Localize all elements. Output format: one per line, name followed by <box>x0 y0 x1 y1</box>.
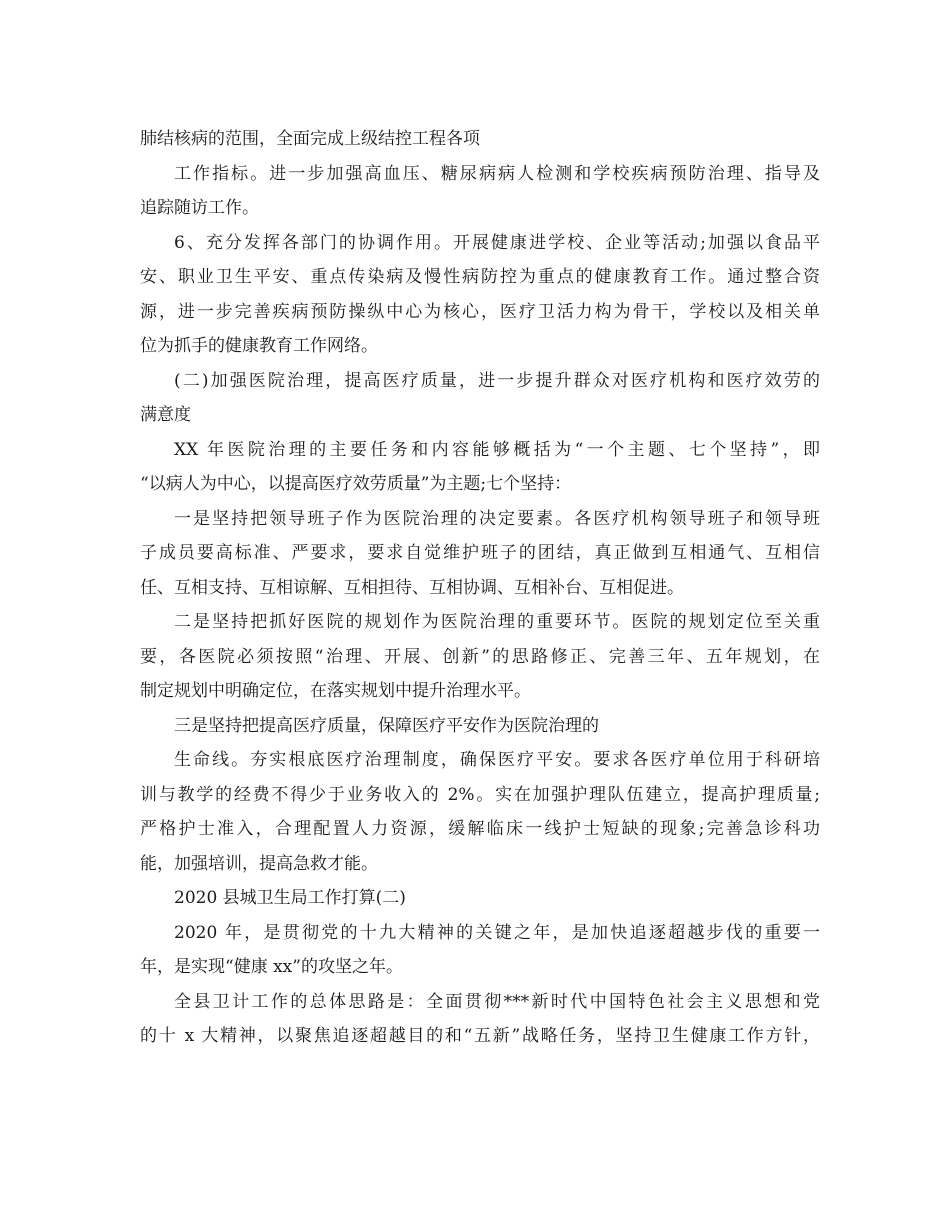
text-line: XX 年医院治理的主要任务和内容能够概括为“一个主题、七个坚持”，即 <box>174 439 820 460</box>
text-line: 要，各医院必须按照“治理、开展、创新”的思路修正、完善三年、五年规划，在 <box>140 646 820 667</box>
text-line: 一是坚持把领导班子作为医院治理的决定要素。各医疗机构领导班子和领导班 <box>174 508 820 529</box>
text-line: 三是坚持把提高医疗质量，保障医疗平安作为医院治理的 <box>174 715 599 736</box>
section-heading: 2020 县城卫生局工作打算(二) <box>174 888 406 908</box>
text-line: 追踪随访工作。 <box>140 198 259 218</box>
text-line: 安、职业卫生平安、重点传染病及慢性病防控为重点的健康教育工作。通过整合资 <box>140 267 820 287</box>
text-line: 二是坚持把抓好医院的规划作为医院治理的重要环节。医院的规划定位至关重 <box>174 612 820 632</box>
text-line: 位为抓手的健康教育工作网络。 <box>140 336 378 356</box>
text-line: 训与教学的经费不得少于业务收入的 2%。实在加强护理队伍建立，提高护理质量; <box>140 784 820 805</box>
text-line: “以病人为中心，以提高医疗效劳质量”为主题;七个坚持： <box>140 474 572 494</box>
text-line: 6、充分发挥各部门的协调作用。开展健康进学校、企业等活动;加强以食品平 <box>174 232 820 253</box>
text-line: 工作指标。进一步加强高血压、糖尿病病人检测和学校疾病预防治理、指导及 <box>174 163 820 184</box>
text-line: 制定规划中明确定位，在落实规划中提升治理水平。 <box>140 681 531 701</box>
text-line: 生命线。夯实根底医疗治理制度，确保医疗平安。要求各医疗单位用于科研培 <box>174 750 820 770</box>
text-line: 肺结核病的范围，全面完成上级结控工程各项 <box>140 129 480 149</box>
text-line: 满意度 <box>140 405 191 425</box>
text-line: 全县卫计工作的总体思路是：全面贯彻***新时代中国特色社会主义思想和党 <box>174 991 820 1012</box>
text-line: (二)加强医院治理，提高医疗质量，进一步提升群众对医疗机构和医疗效劳的 <box>174 370 820 391</box>
text-line: 能，加强培训，提高急救才能。 <box>140 853 378 874</box>
text-line: 子成员要高标准、严要求，要求自觉维护班子的团结，真正做到互相通气、互相信 <box>140 543 820 563</box>
text-line: 2020 年，是贯彻党的十九大精神的关键之年，是加快追逐超越步伐的重要一 <box>174 922 820 943</box>
document-page <box>140 122 820 1054</box>
text-line: 任、互相支持、互相谅解、互相担待、互相协调、互相补台、互相促进。 <box>140 577 684 598</box>
text-line: 年，是实现“健康 xx”的攻坚之年。 <box>140 957 403 977</box>
text-line: 源，进一步完善疾病预防操纵中心为核心，医疗卫活力构为骨干，学校以及相关单 <box>140 301 820 322</box>
text-line: 的十 x 大精神，以聚焦追逐超越目的和“五新”战略任务，坚持卫生健康工作方针， <box>140 1026 820 1046</box>
text-line: 严格护士准入，合理配置人力资源，缓解临床一线护士短缺的现象;完善急诊科功 <box>140 819 820 839</box>
